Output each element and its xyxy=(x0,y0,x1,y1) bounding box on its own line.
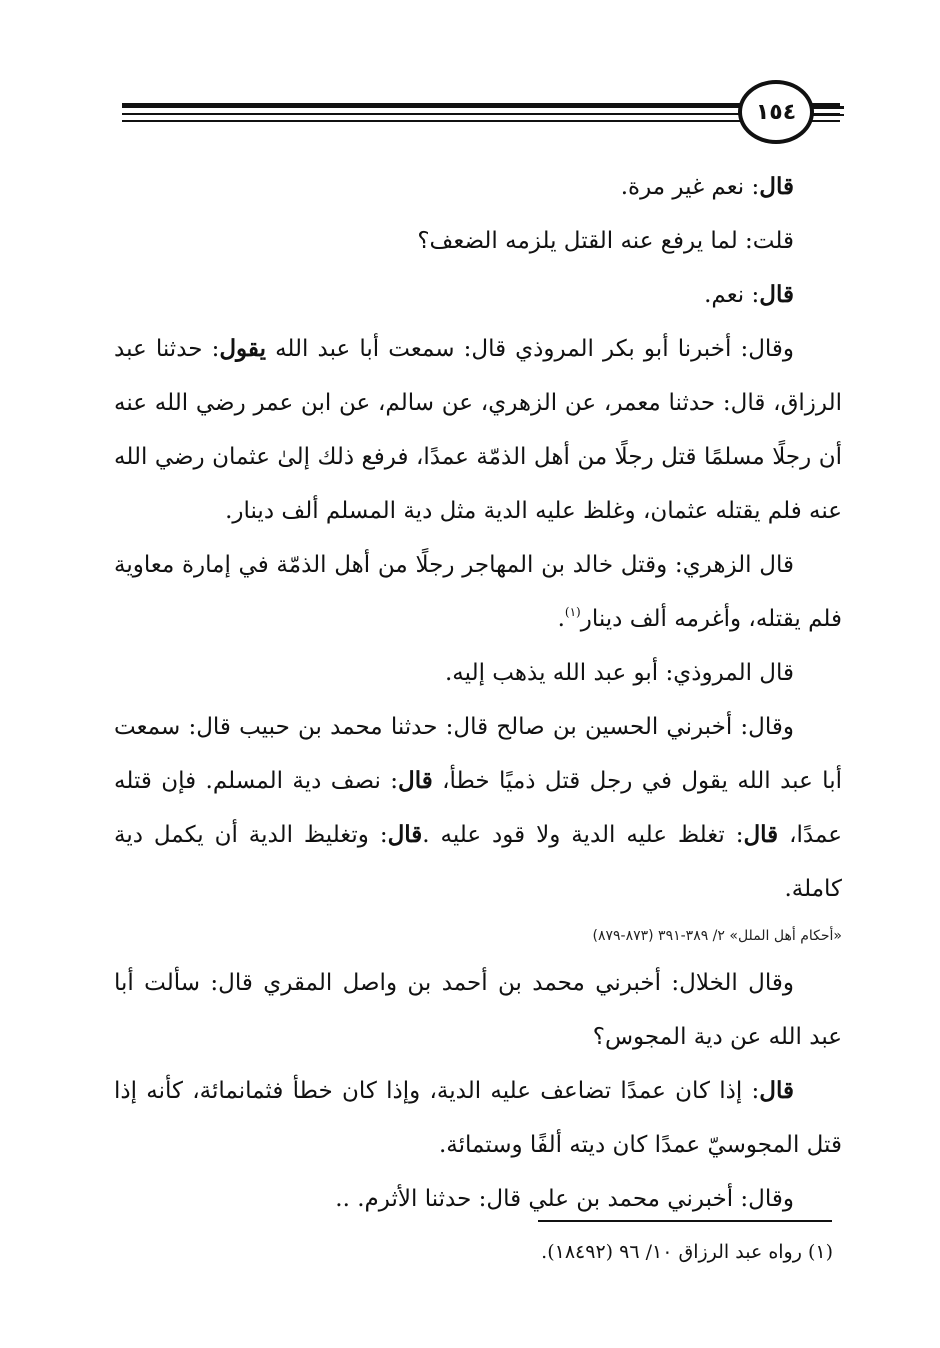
source-reference: «أحكام أهل الملل» ٢/ ٣٨٩-٣٩١ (٨٧٣-٨٧٩) xyxy=(592,928,842,944)
paragraph-5: قال الزهري: وقتل خالد بن المهاجر رجلًا من أهل الذمّة في إمارة معاوية فلم يقتله، وأغرمه ألف دينار$^{(١)}$. xyxy=(114,552,842,632)
header-rule-mid xyxy=(122,113,840,115)
footnote-marker: (١) xyxy=(564,605,581,619)
speaker-label: قال xyxy=(759,173,794,200)
speaker-label: قال xyxy=(759,281,794,308)
paragraph-6: قال المروذي: أبو عبد الله يذهب إليه. xyxy=(445,660,794,686)
footnote-separator xyxy=(538,1220,832,1222)
paragraph-9: قال: إذا كان عمدًا تضاعف عليه الدية، وإذا كان خطأ فثمانمائة، كأنه إذا قتل المجوسيّ عمدًا كان ديته ألفًا وستمائة. xyxy=(114,1077,842,1158)
speaker-label: قال xyxy=(759,1077,794,1104)
header-rule-thin xyxy=(122,120,840,122)
page-number: ١٥٤ xyxy=(738,80,814,144)
body-text xyxy=(114,160,842,1226)
paragraph-8: وقال الخلال: أخبرني محمد بن أحمد بن واصل المقري قال: سألت أبا عبد الله عن دية المجوس؟ xyxy=(114,970,842,1050)
paragraph-4: وقال: أخبرنا أبو بكر المروذي قال: سمعت أبا عبد الله يقول: حدثنا عبد الرزاق، قال: حدثنا معمر، عن الزهري، عن سالم، عن ابن عمر رضي الله عنه أن رجلًا مسلمًا قتل رجلًا من أهل الذمّة عمدًا، فرفع ذلك إلىٰ عثمان رضي الله عنه فلم يقتله عثمان، وغلظ عليه الدية مثل دية المسلم ألف دينار. xyxy=(114,335,842,524)
header-rule-thick xyxy=(122,103,840,108)
paragraph-2: قلت: لما يرفع عنه القتل يلزمه الضعف؟ xyxy=(417,228,794,254)
header-rule-right-a xyxy=(810,106,844,109)
paragraph-7: وقال: أخبرني الحسين بن صالح قال: حدثنا محمد بن حبيب قال: سمعت أبا عبد الله يقول في رجل قتل ذميًا خطأ، قال: نصف دية المسلم. فإن قتله عمدًا، قال: تغلظ عليه الدية ولا قود عليه .قال: وتغليظ الدية أن يكمل دية كاملة. xyxy=(114,714,842,902)
footnote: (١) رواه عبد الرزاق ١٠/ ٩٦ (١٨٤٩٢). xyxy=(541,1241,833,1263)
header-rule-right-b xyxy=(810,114,844,116)
paragraph-10: وقال: أخبرني محمد بن علي قال: حدثنا الأثرم. .. xyxy=(335,1186,794,1212)
paragraph-1: قال: نعم غير مرة. xyxy=(620,173,794,200)
paragraph-3: قال: نعم. xyxy=(704,281,794,308)
